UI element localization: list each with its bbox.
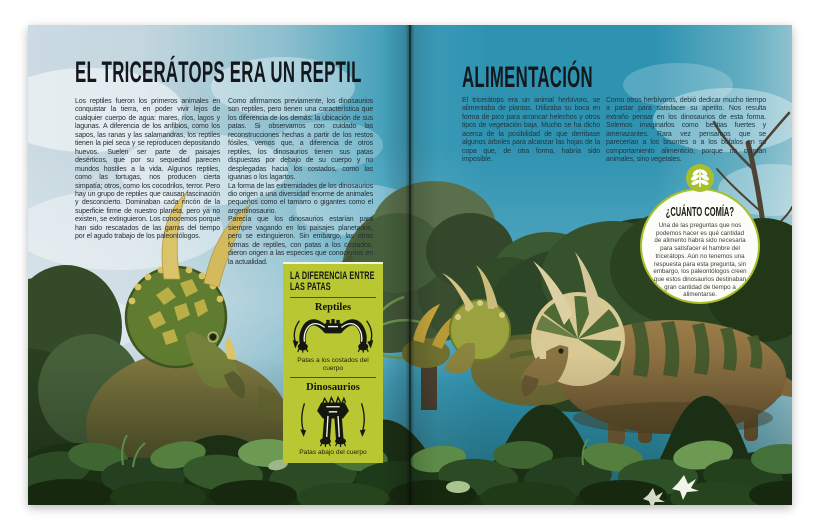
fern-icon: [685, 163, 715, 193]
page-spine-line: [409, 25, 411, 505]
left-column-2: [228, 98, 373, 267]
right-page-title: ALIMENTACIÓN: [462, 61, 593, 94]
dinosaurs-heading: Dinosaurios: [306, 382, 360, 394]
fact-bubble-body: Una de las preguntas que nos podemos hacer es qué cantidad de alimento habrá sido necesaria para satisfacer el hambre del tricerátops. Aún no tenemos una respuesta para esta pregunta, sin embargo, los paleontólogos creen que estos dinosaurios destinaban gran cantidad de tiempo a alimentarse.: [653, 222, 747, 299]
dinosaur-legs-icon: [291, 395, 375, 447]
left-page-title: EL TRICERÁTOPS ERA UN REPTIL: [75, 56, 362, 89]
paragraph: El tricerátops era un animal herbívoro, se alimentaba de plantas. Utilizaba su boca en forma de pico para arrancar helechos y otros tipos de vegetación baja. Mucho se ha dicho acerca de la posibilidad de que derribase algunos árboles para alcanzar las hojas de la copa que, de otra forma, habría sido imposible.: [462, 97, 600, 164]
reptile-legs-icon: [291, 315, 375, 355]
dinosaurs-caption: Patas abajo del cuerpo: [299, 449, 367, 457]
divider: [290, 297, 376, 298]
fact-bubble-title: ¿CUÁNTO COMÍA?: [665, 205, 735, 219]
fact-bubble: [640, 188, 760, 304]
reptiles-caption: Patas a los costados del cuerpo: [297, 357, 369, 372]
paragraph: Como otros herbívoros, debió dedicar mucho tiempo a pastar para satisfacer su apetito. Nos resulta extraño pensar en los dinosaurios de esta forma. Solemos imaginarlos como bestias fuertes y amenazantes. Rara vez pensamos que se parecerían a los bisontes o a los búfalos en su comportamiento alimenticio, porque no comían animales, sino vegetales.: [606, 97, 766, 164]
book-spread: [28, 25, 792, 505]
right-column-2: [606, 97, 766, 165]
paragraph: La forma de las extremidades de los dinosaurios dio origen a una diversidad enorme de animales pequeños como el tamarro o gigantes como el argentinosaurio.: [228, 182, 373, 215]
paragraph: Como afirmamos previamente, los dinosaurios son reptiles, pero tienen una característica que los diferencia de los demás: la ubicación de sus patas. Si observamos con cuidado las reconstrucciones hechas a partir de los restos fósiles, vemos que, a diferencia de otros reptiles, los dinosaurios tienen sus patas dispuestas por debajo de su cuerpo y no desplegadas hacia los costados, como las iguanas o los lagartos.: [228, 98, 373, 182]
legs-difference-box: [283, 262, 383, 463]
left-column-1: [75, 98, 220, 242]
legs-box-title: LA DIFERENCIA ENTRE LAS PATAS: [290, 270, 375, 293]
reptiles-heading: Reptiles: [314, 302, 352, 313]
paragraph: Los reptiles fueron los primeros animales en conquistar la tierra, en poder vivir lejos de cualquier cuerpo de agua: mares, ríos, lagos y lagunas. A diferencia de los anfibios, como los sapos, las ranas y las salamandras, los reptiles tienen la piel seca y se reproducen depositando huevos. Suelen ser parte de paisajes desérticos, que por su sequedad parecen mundos hostiles a la vida. Algunos reptiles, como las tortugas, nos producen cierta simpatía; otros, como los cocodrilos, terror. Pero hay un grupo de reptiles que causan fascinación y desconcierto. Dominaban cada rincón de la superficie firme de nuestro planeta, pero ya no existen, se extinguieron. Los conocemos porque han sido rescatados de las garras del tiempo por el agudo trabajo de los paleontólogos.: [75, 98, 220, 241]
divider: [290, 377, 376, 378]
right-column-1: [462, 97, 600, 165]
paragraph: Parecía que los dinosaurios estarían para siempre vagando en los paisajes planetarios, pero se extinguieron. Sin embargo, las otras formas de reptiles, con patas a los costados, dieron origen a las especies que conocemos en la actualidad.: [228, 216, 373, 266]
